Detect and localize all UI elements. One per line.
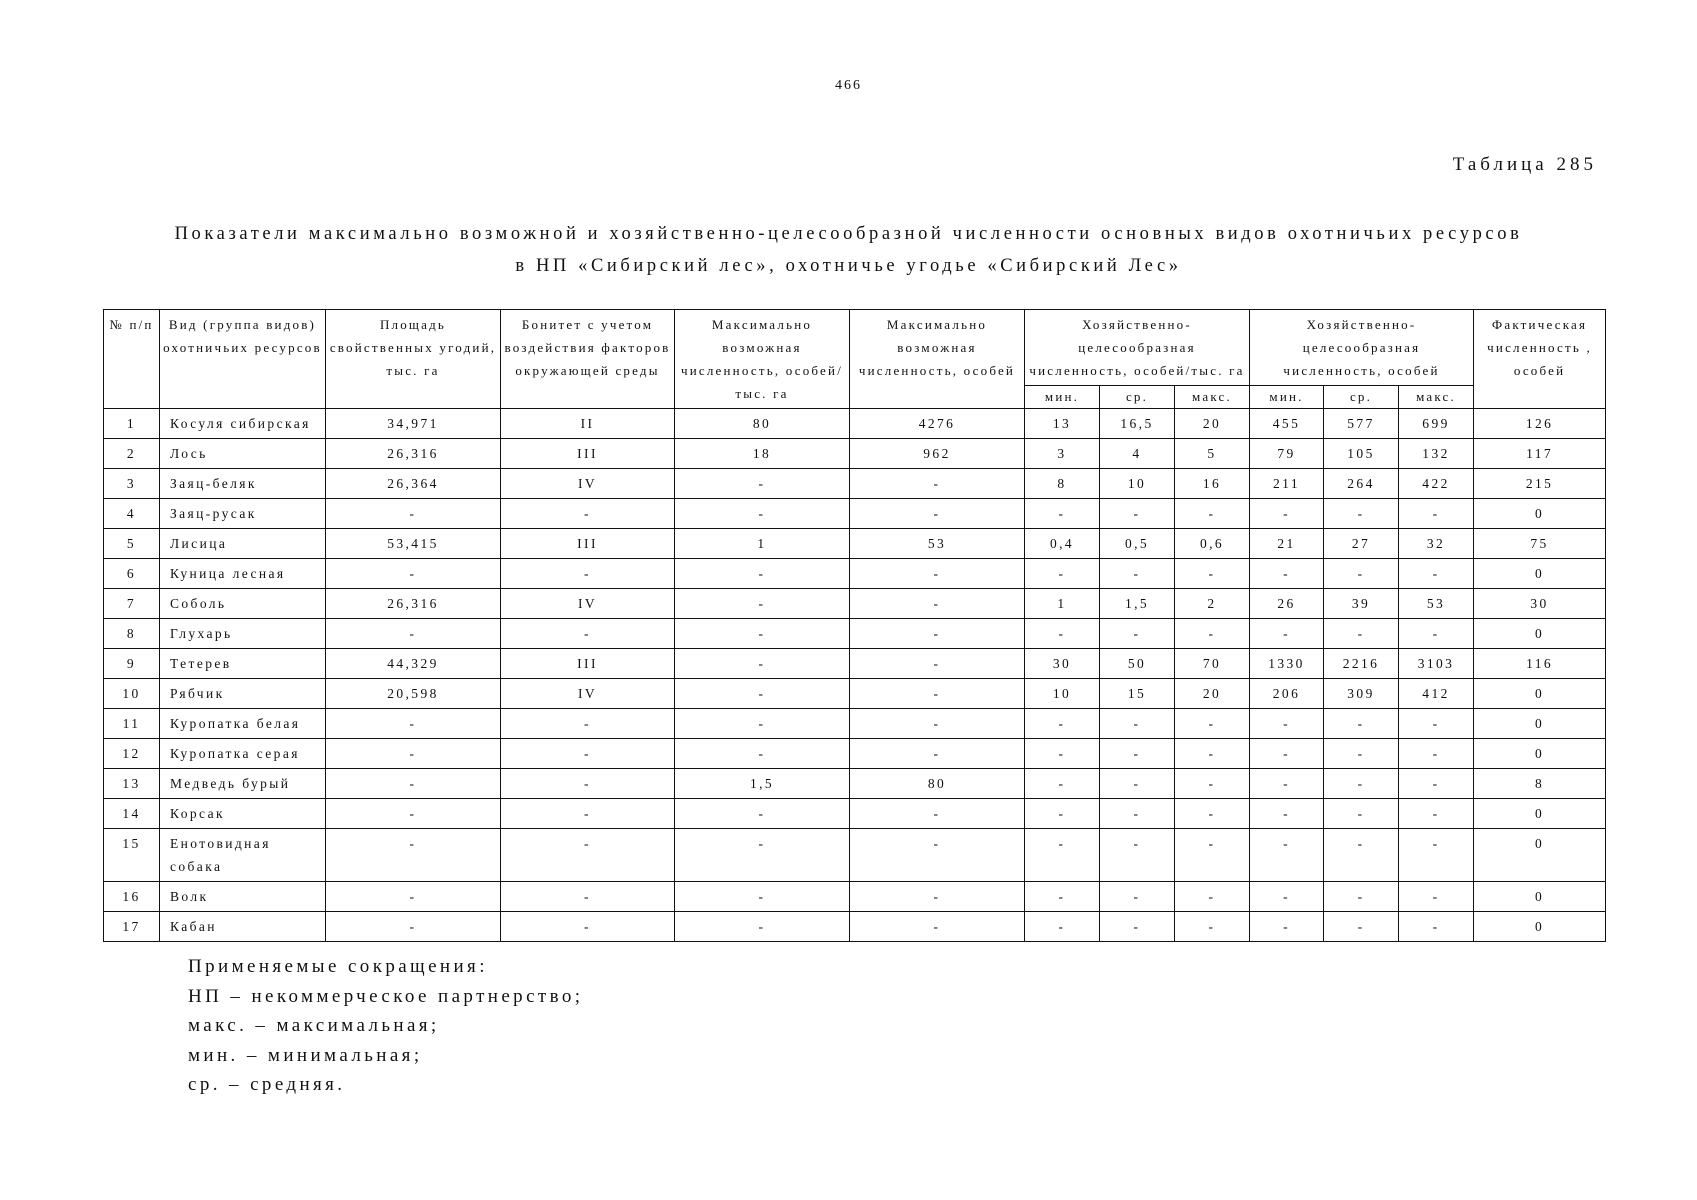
cell-row-number: 13 — [104, 769, 160, 799]
cell-eco-count-avg: - — [1324, 559, 1399, 589]
cell-bonitet: - — [501, 709, 675, 739]
cell-eco-density-max: - — [1175, 882, 1250, 912]
cell-area: 53,415 — [326, 529, 501, 559]
note-item: макс. – максимальная; — [188, 1015, 440, 1036]
cell-row-number: 17 — [104, 912, 160, 942]
table-row — [104, 469, 1606, 499]
cell-row-number: 10 — [104, 679, 160, 709]
cell-eco-count-max: - — [1399, 619, 1474, 649]
cell-species-name: Куропатка белая — [160, 709, 326, 739]
cell-row-number: 5 — [104, 529, 160, 559]
cell-max-density: - — [675, 882, 850, 912]
table-row — [104, 499, 1606, 529]
cell-max-density: - — [675, 619, 850, 649]
cell-eco-count-min: - — [1250, 829, 1324, 882]
cell-actual-count: 0 — [1474, 912, 1606, 942]
cell-max-density: - — [675, 559, 850, 589]
cell-eco-density-max: - — [1175, 799, 1250, 829]
cell-max-count: - — [850, 882, 1025, 912]
cell-bonitet: - — [501, 829, 675, 882]
cell-area: - — [326, 619, 501, 649]
cell-actual-count: 75 — [1474, 529, 1606, 559]
cell-eco-density-avg: - — [1100, 799, 1175, 829]
cell-max-count: - — [850, 469, 1025, 499]
cell-max-count: 53 — [850, 529, 1025, 559]
cell-row-number: 1 — [104, 409, 160, 439]
cell-max-density: - — [675, 829, 850, 882]
cell-eco-density-avg: 4 — [1100, 439, 1175, 469]
subheader-density-max: макс. — [1175, 386, 1250, 409]
cell-eco-count-max: 53 — [1399, 589, 1474, 619]
cell-eco-count-max: - — [1399, 739, 1474, 769]
cell-eco-density-avg: - — [1100, 559, 1175, 589]
cell-bonitet: II — [501, 409, 675, 439]
cell-eco-count-avg: - — [1324, 882, 1399, 912]
cell-eco-count-max: - — [1399, 769, 1474, 799]
cell-area: 20,598 — [326, 679, 501, 709]
cell-eco-count-max: 32 — [1399, 529, 1474, 559]
cell-bonitet: - — [501, 882, 675, 912]
cell-eco-count-max: - — [1399, 499, 1474, 529]
cell-max-count: - — [850, 829, 1025, 882]
cell-eco-density-avg: 1,5 — [1100, 589, 1175, 619]
cell-species-name: Куропатка серая — [160, 739, 326, 769]
cell-max-density: - — [675, 799, 850, 829]
cell-eco-count-min: 455 — [1250, 409, 1324, 439]
cell-eco-count-avg: - — [1324, 619, 1399, 649]
cell-eco-density-min: - — [1025, 829, 1100, 882]
cell-eco-count-avg: 309 — [1324, 679, 1399, 709]
cell-species-name: Заяц-русак — [160, 499, 326, 529]
table-row — [104, 529, 1606, 559]
cell-row-number: 9 — [104, 649, 160, 679]
table-row — [104, 439, 1606, 469]
cell-bonitet: III — [501, 649, 675, 679]
cell-max-density: - — [675, 912, 850, 942]
table-row — [104, 739, 1606, 769]
note-item: НП – некоммерческое партнерство; — [188, 985, 584, 1007]
cell-eco-density-avg: - — [1100, 882, 1175, 912]
cell-species-name: Волк — [160, 882, 326, 912]
table-label: Таблица 285 — [1452, 154, 1597, 175]
cell-eco-density-min: 10 — [1025, 679, 1100, 709]
cell-area: - — [326, 912, 501, 942]
cell-max-density: - — [675, 679, 850, 709]
cell-eco-density-avg: 50 — [1100, 649, 1175, 679]
cell-eco-count-max: - — [1399, 559, 1474, 589]
cell-eco-density-avg: 15 — [1100, 679, 1175, 709]
cell-eco-density-max: - — [1175, 619, 1250, 649]
cell-species-name: Глухарь — [160, 619, 326, 649]
cell-species-name: Медведь бурый — [160, 769, 326, 799]
cell-max-count: 962 — [850, 439, 1025, 469]
cell-species-name: Тетерев — [160, 649, 326, 679]
cell-species-name: Кабан — [160, 912, 326, 942]
cell-area: 26,364 — [326, 469, 501, 499]
cell-species-name: Лось — [160, 439, 326, 469]
cell-eco-density-max: - — [1175, 829, 1250, 882]
table-row — [104, 912, 1606, 942]
cell-eco-density-avg: 16,5 — [1100, 409, 1175, 439]
cell-max-count: - — [850, 499, 1025, 529]
cell-actual-count: 0 — [1474, 829, 1606, 882]
cell-bonitet: - — [501, 739, 675, 769]
cell-eco-count-avg: 27 — [1324, 529, 1399, 559]
cell-eco-count-max: - — [1399, 882, 1474, 912]
cell-eco-density-min: 1 — [1025, 589, 1100, 619]
cell-area: 26,316 — [326, 439, 501, 469]
cell-max-density: 80 — [675, 409, 850, 439]
cell-species-name: Заяц-беляк — [160, 469, 326, 499]
table-row — [104, 769, 1606, 799]
table-row — [104, 882, 1606, 912]
cell-bonitet: - — [501, 619, 675, 649]
cell-max-count: - — [850, 589, 1025, 619]
cell-eco-count-min: 211 — [1250, 469, 1324, 499]
cell-species-name: Корсак — [160, 799, 326, 829]
cell-eco-count-min: - — [1250, 739, 1324, 769]
table-row — [104, 559, 1606, 589]
cell-eco-count-avg: 39 — [1324, 589, 1399, 619]
header-number: № п/п — [104, 310, 160, 409]
note-item: ср. – средняя. — [188, 1074, 346, 1095]
cell-species-name: Рябчик — [160, 679, 326, 709]
cell-eco-density-max: 20 — [1175, 409, 1250, 439]
cell-eco-count-avg: - — [1324, 829, 1399, 882]
cell-eco-count-max: - — [1399, 709, 1474, 739]
cell-actual-count: 117 — [1474, 439, 1606, 469]
cell-eco-count-min: 21 — [1250, 529, 1324, 559]
cell-max-density: - — [675, 649, 850, 679]
cell-eco-density-max: 70 — [1175, 649, 1250, 679]
cell-eco-count-max: 422 — [1399, 469, 1474, 499]
page-number: 466 — [835, 78, 862, 93]
cell-eco-count-min: - — [1250, 499, 1324, 529]
cell-eco-count-min: - — [1250, 559, 1324, 589]
cell-eco-density-max: - — [1175, 769, 1250, 799]
cell-eco-density-max: 2 — [1175, 589, 1250, 619]
cell-area: - — [326, 559, 501, 589]
cell-eco-count-avg: - — [1324, 709, 1399, 739]
cell-area: - — [326, 882, 501, 912]
cell-actual-count: 0 — [1474, 679, 1606, 709]
cell-eco-density-avg: - — [1100, 739, 1175, 769]
cell-actual-count: 0 — [1474, 499, 1606, 529]
cell-bonitet: IV — [501, 679, 675, 709]
cell-eco-density-min: 0,4 — [1025, 529, 1100, 559]
cell-eco-density-avg: - — [1100, 709, 1175, 739]
cell-area: - — [326, 829, 501, 882]
cell-row-number: 14 — [104, 799, 160, 829]
cell-max-count: - — [850, 739, 1025, 769]
header-max-density: Максимально возможная численность, особей/тыс. га — [675, 310, 850, 409]
cell-eco-density-min: - — [1025, 769, 1100, 799]
cell-bonitet: III — [501, 529, 675, 559]
cell-eco-count-avg: 105 — [1324, 439, 1399, 469]
header-max-count: Максимально возможная численность, особей — [850, 310, 1025, 409]
cell-eco-count-min: 1330 — [1250, 649, 1324, 679]
cell-eco-count-min: - — [1250, 709, 1324, 739]
cell-species-name: Куница лесная — [160, 559, 326, 589]
cell-eco-count-max: 412 — [1399, 679, 1474, 709]
cell-area: - — [326, 499, 501, 529]
cell-eco-count-min: - — [1250, 912, 1324, 942]
cell-eco-count-max: - — [1399, 829, 1474, 882]
cell-actual-count: 30 — [1474, 589, 1606, 619]
note-item: мин. – минимальная; — [188, 1044, 423, 1066]
cell-actual-count: 8 — [1474, 769, 1606, 799]
abbreviations-notes — [188, 952, 583, 1100]
cell-eco-count-max: - — [1399, 799, 1474, 829]
cell-species-name: Косуля сибирская — [160, 409, 326, 439]
cell-eco-density-min: - — [1025, 912, 1100, 942]
cell-eco-count-avg: - — [1324, 799, 1399, 829]
cell-bonitet: - — [501, 769, 675, 799]
table-row — [104, 679, 1606, 709]
cell-max-count: - — [850, 709, 1025, 739]
cell-eco-density-avg: - — [1100, 499, 1175, 529]
cell-eco-density-min: - — [1025, 559, 1100, 589]
cell-eco-count-max: 3103 — [1399, 649, 1474, 679]
cell-bonitet: - — [501, 912, 675, 942]
cell-area: 26,316 — [326, 589, 501, 619]
cell-eco-count-avg: - — [1324, 499, 1399, 529]
cell-eco-count-min: 26 — [1250, 589, 1324, 619]
cell-bonitet: - — [501, 499, 675, 529]
cell-max-count: - — [850, 649, 1025, 679]
cell-actual-count: 0 — [1474, 709, 1606, 739]
table-row — [104, 799, 1606, 829]
cell-eco-density-avg: - — [1100, 912, 1175, 942]
cell-actual-count: 0 — [1474, 619, 1606, 649]
table-row — [104, 619, 1606, 649]
cell-eco-count-max: 132 — [1399, 439, 1474, 469]
cell-actual-count: 0 — [1474, 799, 1606, 829]
cell-bonitet: - — [501, 559, 675, 589]
hunting-resources-table — [103, 309, 1606, 942]
cell-bonitet: - — [501, 799, 675, 829]
cell-eco-density-avg: - — [1100, 769, 1175, 799]
cell-bonitet: IV — [501, 589, 675, 619]
table-row — [104, 649, 1606, 679]
header-eco-density: Хозяйственно-целесообразная численность, особей/тыс. га — [1025, 310, 1250, 386]
header-species: Вид (группа видов) охотничьих ресурсов — [160, 310, 326, 409]
cell-area: - — [326, 739, 501, 769]
header-bonitet: Бонитет с учетом воздействия факторов окружающей среды — [501, 310, 675, 409]
cell-max-density: 1 — [675, 529, 850, 559]
table-row — [104, 829, 1606, 882]
cell-row-number: 6 — [104, 559, 160, 589]
cell-eco-density-avg: - — [1100, 829, 1175, 882]
cell-eco-count-avg: 577 — [1324, 409, 1399, 439]
cell-actual-count: 0 — [1474, 739, 1606, 769]
cell-row-number: 15 — [104, 829, 160, 882]
cell-area: 44,329 — [326, 649, 501, 679]
cell-eco-count-avg: 2216 — [1324, 649, 1399, 679]
cell-eco-density-avg: 10 — [1100, 469, 1175, 499]
cell-area: 34,971 — [326, 409, 501, 439]
header-area: Площадь свойственных угодий, тыс. га — [326, 310, 501, 409]
cell-max-count: 80 — [850, 769, 1025, 799]
cell-actual-count: 116 — [1474, 649, 1606, 679]
cell-max-count: - — [850, 679, 1025, 709]
cell-eco-count-min: - — [1250, 769, 1324, 799]
subheader-count-min: мин. — [1250, 386, 1324, 409]
cell-max-density: 1,5 — [675, 769, 850, 799]
cell-row-number: 4 — [104, 499, 160, 529]
title-line-1: Показатели максимально возможной и хозяйственно-целесообразной численности основных видов охотничьих ресурсов — [174, 224, 1523, 244]
cell-eco-density-min: 3 — [1025, 439, 1100, 469]
cell-eco-density-min: - — [1025, 619, 1100, 649]
cell-actual-count: 0 — [1474, 882, 1606, 912]
cell-eco-density-min: - — [1025, 709, 1100, 739]
title-line-2: в НП «Сибирский лес», охотничье угодье «Сибирский Лес» — [515, 256, 1182, 276]
cell-eco-density-max: 5 — [1175, 439, 1250, 469]
cell-max-density: - — [675, 589, 850, 619]
cell-eco-density-max: 16 — [1175, 469, 1250, 499]
cell-eco-density-max: - — [1175, 709, 1250, 739]
cell-max-density: - — [675, 469, 850, 499]
cell-eco-count-avg: - — [1324, 739, 1399, 769]
cell-row-number: 7 — [104, 589, 160, 619]
cell-eco-density-min: - — [1025, 799, 1100, 829]
cell-eco-density-min: 13 — [1025, 409, 1100, 439]
cell-eco-count-avg: - — [1324, 912, 1399, 942]
cell-row-number: 2 — [104, 439, 160, 469]
document-title — [100, 218, 1597, 282]
cell-eco-density-min: - — [1025, 882, 1100, 912]
cell-eco-density-avg: - — [1100, 619, 1175, 649]
cell-max-count: - — [850, 619, 1025, 649]
cell-eco-density-min: - — [1025, 499, 1100, 529]
cell-eco-density-min: - — [1025, 739, 1100, 769]
cell-eco-density-avg: 0,5 — [1100, 529, 1175, 559]
notes-heading: Применяемые сокращения: — [188, 956, 488, 977]
subheader-density-avg: ср. — [1100, 386, 1175, 409]
cell-eco-density-max: 0,6 — [1175, 529, 1250, 559]
cell-eco-count-max: 699 — [1399, 409, 1474, 439]
cell-eco-count-min: 206 — [1250, 679, 1324, 709]
cell-eco-count-min: 79 — [1250, 439, 1324, 469]
cell-eco-count-min: - — [1250, 799, 1324, 829]
cell-eco-density-max: - — [1175, 499, 1250, 529]
cell-eco-density-max: - — [1175, 559, 1250, 589]
table-row — [104, 409, 1606, 439]
cell-eco-density-max: - — [1175, 739, 1250, 769]
cell-eco-density-max: 20 — [1175, 679, 1250, 709]
table-body — [104, 409, 1606, 942]
table-row — [104, 589, 1606, 619]
subheader-density-min: мин. — [1025, 386, 1100, 409]
table-row — [104, 709, 1606, 739]
cell-eco-density-min: 30 — [1025, 649, 1100, 679]
cell-row-number: 8 — [104, 619, 160, 649]
header-eco-count: Хозяйственно-целесообразная численность, особей — [1250, 310, 1474, 386]
cell-eco-density-min: 8 — [1025, 469, 1100, 499]
cell-species-name: Енотовидная собака — [160, 829, 326, 882]
cell-area: - — [326, 709, 501, 739]
cell-species-name: Соболь — [160, 589, 326, 619]
cell-max-count: - — [850, 912, 1025, 942]
cell-row-number: 11 — [104, 709, 160, 739]
cell-eco-count-max: - — [1399, 912, 1474, 942]
cell-max-density: 18 — [675, 439, 850, 469]
cell-max-density: - — [675, 499, 850, 529]
cell-actual-count: 126 — [1474, 409, 1606, 439]
subheader-count-avg: ср. — [1324, 386, 1399, 409]
cell-eco-count-min: - — [1250, 882, 1324, 912]
cell-actual-count: 0 — [1474, 559, 1606, 589]
cell-row-number: 3 — [104, 469, 160, 499]
cell-row-number: 16 — [104, 882, 160, 912]
cell-max-density: - — [675, 739, 850, 769]
cell-eco-count-avg: - — [1324, 769, 1399, 799]
cell-actual-count: 215 — [1474, 469, 1606, 499]
cell-area: - — [326, 769, 501, 799]
cell-bonitet: III — [501, 439, 675, 469]
cell-eco-density-max: - — [1175, 912, 1250, 942]
cell-eco-count-min: - — [1250, 619, 1324, 649]
cell-bonitet: IV — [501, 469, 675, 499]
cell-species-name: Лисица — [160, 529, 326, 559]
cell-max-count: - — [850, 559, 1025, 589]
subheader-count-max: макс. — [1399, 386, 1474, 409]
cell-row-number: 12 — [104, 739, 160, 769]
cell-eco-count-avg: 264 — [1324, 469, 1399, 499]
header-actual-count: Фактическая численность , особей — [1474, 310, 1606, 409]
cell-max-density: - — [675, 709, 850, 739]
cell-max-count: 4276 — [850, 409, 1025, 439]
cell-max-count: - — [850, 799, 1025, 829]
cell-area: - — [326, 799, 501, 829]
